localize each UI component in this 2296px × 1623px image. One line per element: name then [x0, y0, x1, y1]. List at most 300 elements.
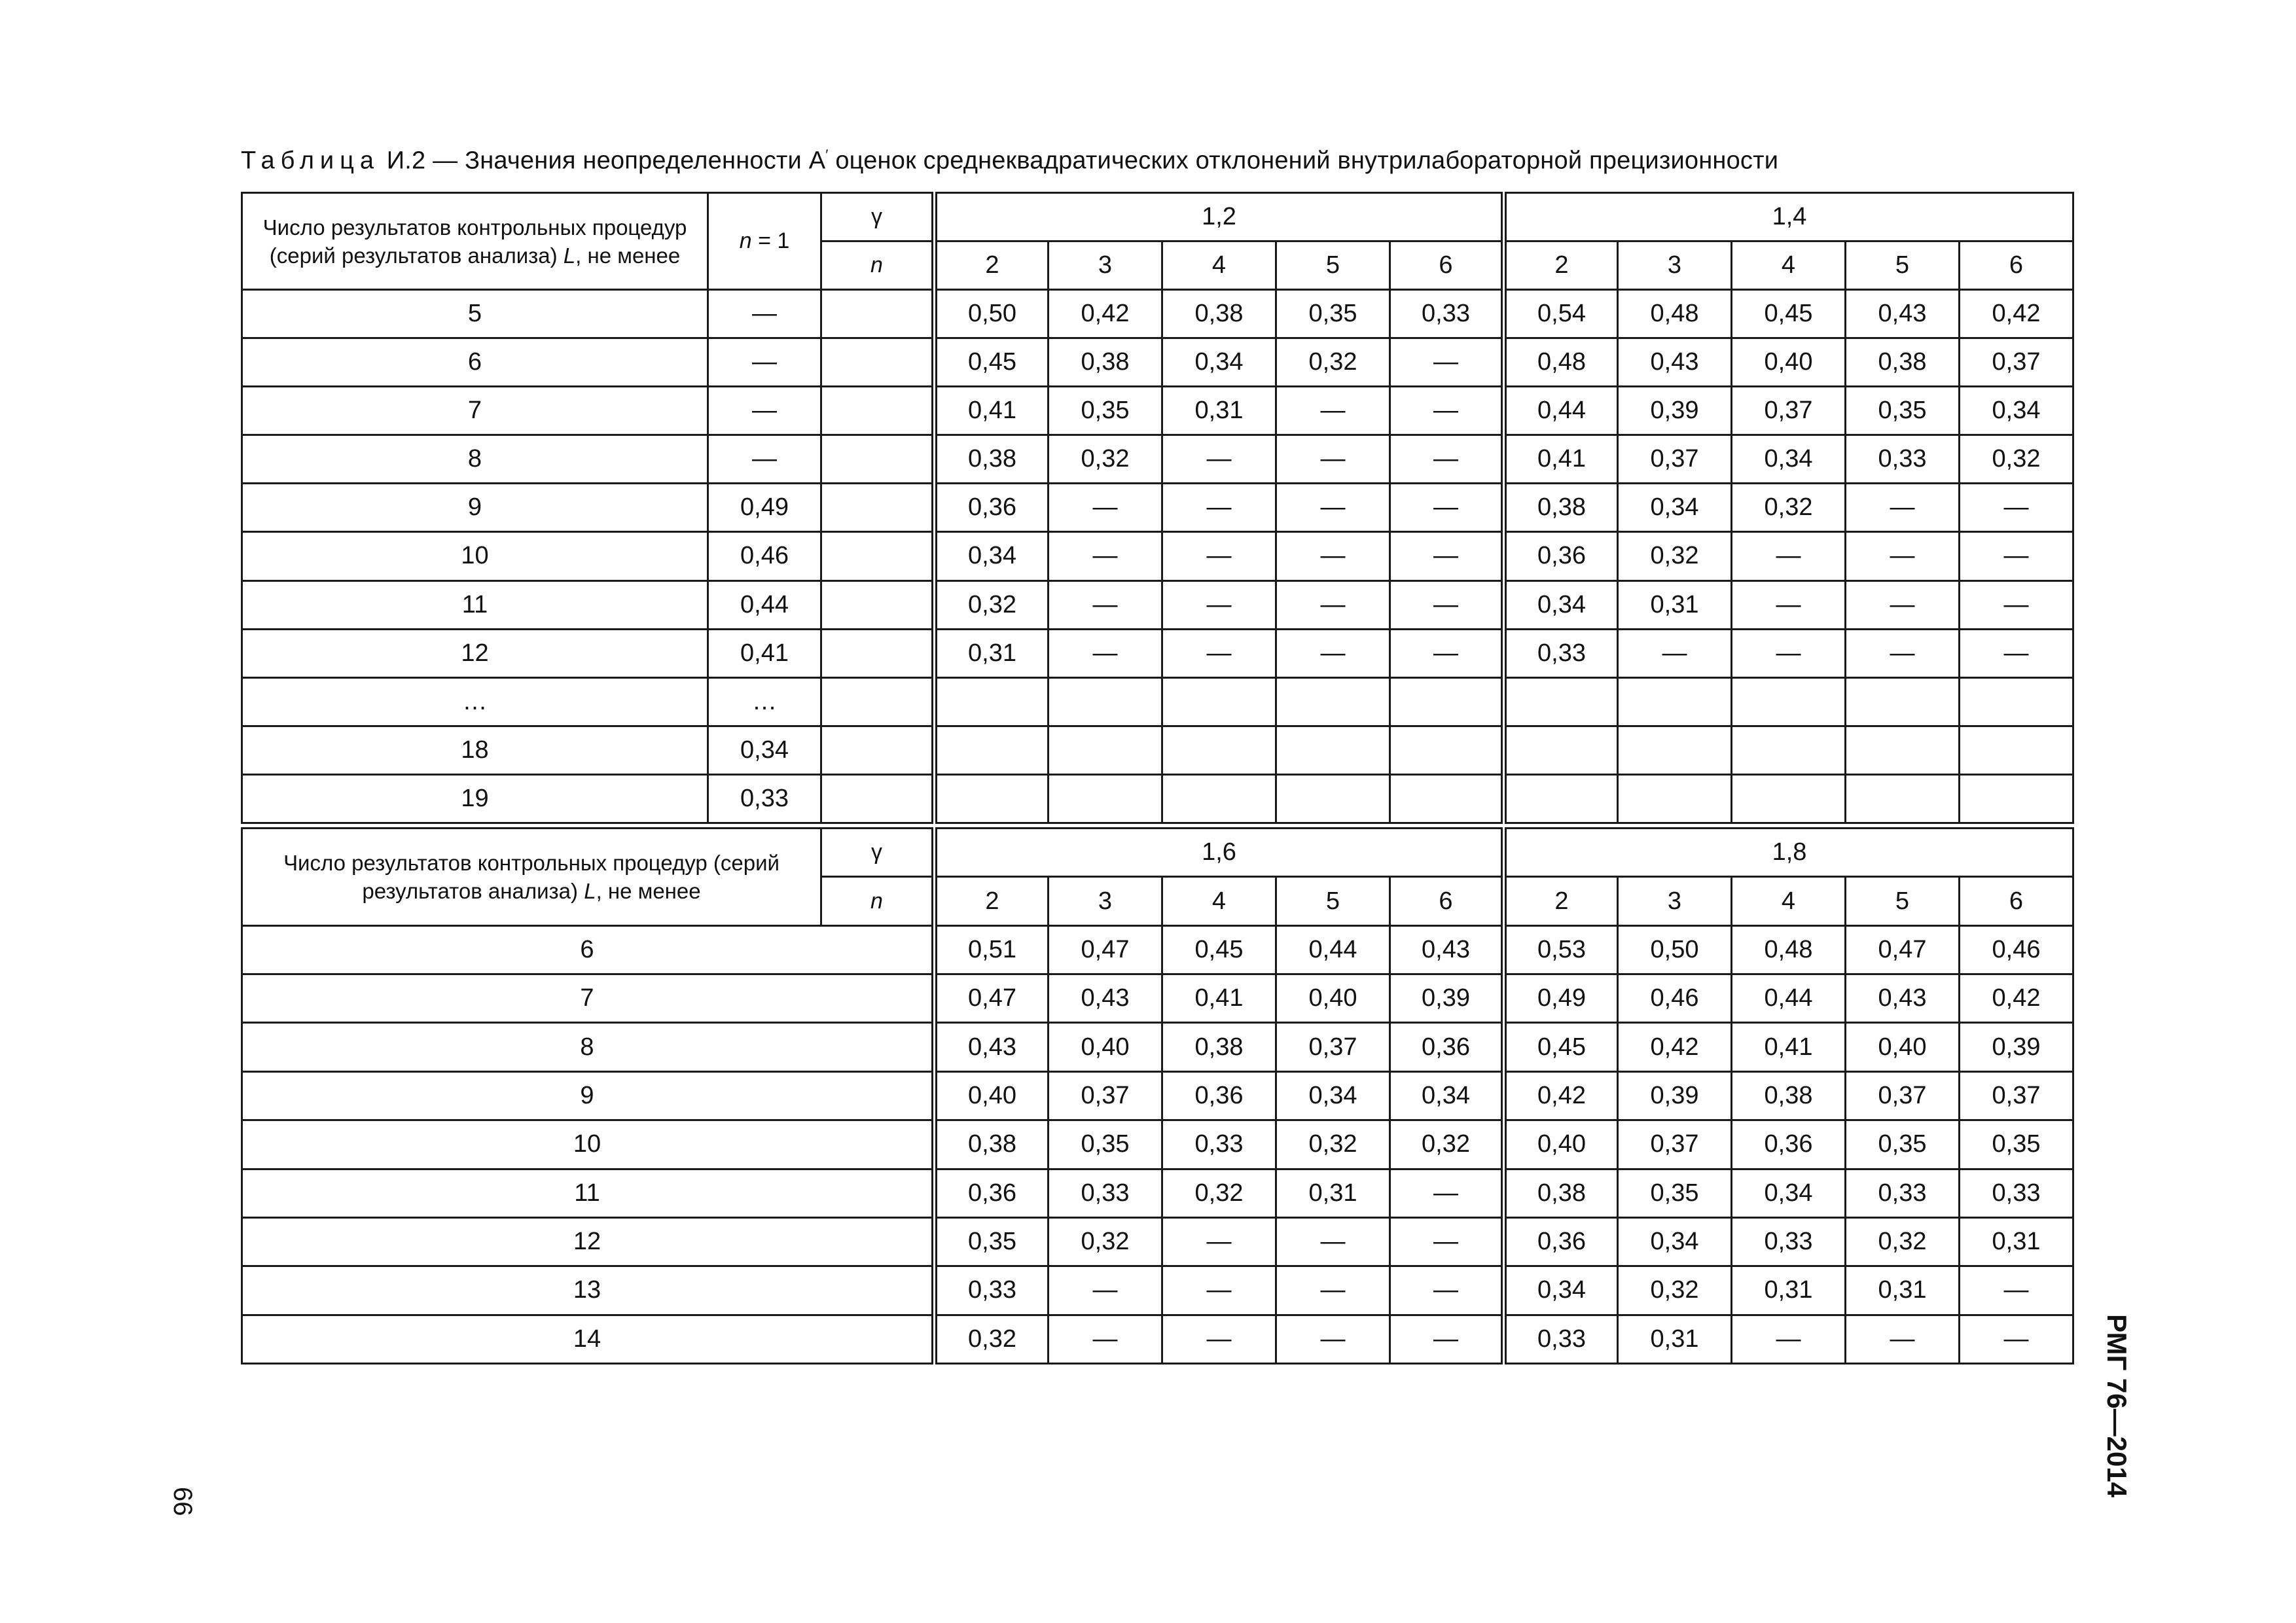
- value-cell: —: [1390, 532, 1504, 580]
- value-cell: —: [1049, 1266, 1162, 1315]
- value-cell: 0,43: [935, 1023, 1049, 1071]
- n-value: 3: [1618, 241, 1732, 290]
- value-cell: 0,32: [1162, 1169, 1276, 1217]
- count-cell: 8: [242, 1023, 935, 1071]
- n-value: 5: [1846, 241, 1960, 290]
- page-number: 66: [168, 1487, 197, 1516]
- n1-cell: 0,41: [708, 629, 821, 677]
- value-cell: 0,37: [1732, 387, 1846, 435]
- table-row: [242, 1266, 2073, 1315]
- value-cell: [1504, 726, 1618, 774]
- count-cell: 19: [242, 774, 708, 823]
- value-cell: [1049, 726, 1162, 774]
- value-cell: —: [1162, 532, 1276, 580]
- value-cell: [1049, 774, 1162, 823]
- value-cell: —: [1276, 435, 1390, 484]
- value-cell: [1732, 726, 1846, 774]
- caption-prime: ′: [825, 147, 829, 163]
- value-cell: 0,36: [935, 484, 1049, 532]
- value-cell: 0,45: [1504, 1023, 1618, 1071]
- value-cell: 0,37: [1618, 435, 1732, 484]
- count-cell: 14: [242, 1315, 935, 1363]
- value-cell: 0,33: [1504, 629, 1618, 677]
- value-cell: —: [1276, 629, 1390, 677]
- value-cell: 0,35: [1846, 387, 1960, 435]
- value-cell: —: [1846, 484, 1960, 532]
- value-cell: —: [1276, 1266, 1390, 1315]
- value-cell: 0,47: [935, 974, 1049, 1023]
- value-cell: —: [1960, 1315, 2073, 1363]
- value-cell: 0,35: [1049, 387, 1162, 435]
- value-cell: [1049, 677, 1162, 726]
- gamma-value: 1,4: [1504, 193, 2073, 241]
- value-cell: 0,32: [1276, 338, 1390, 387]
- value-cell: 0,40: [1732, 338, 1846, 387]
- value-cell: 0,45: [1162, 925, 1276, 974]
- empty-cell: [821, 726, 935, 774]
- table-row: [242, 1169, 2073, 1217]
- value-cell: 0,31: [1276, 1169, 1390, 1217]
- value-cell: [1618, 774, 1732, 823]
- running-head: РМГ 76—2014: [2102, 1314, 2132, 1498]
- value-cell: —: [1960, 580, 2073, 629]
- value-cell: 0,32: [1049, 1217, 1162, 1266]
- value-cell: 0,39: [1618, 1071, 1732, 1120]
- n-value: 6: [1390, 241, 1504, 290]
- value-cell: 0,51: [935, 925, 1049, 974]
- count-cell: 13: [242, 1266, 935, 1315]
- value-cell: —: [1390, 1266, 1504, 1315]
- value-cell: —: [1276, 387, 1390, 435]
- caption-number: И.2: [386, 147, 426, 175]
- count-cell: 6: [242, 925, 935, 974]
- value-cell: 0,38: [1504, 484, 1618, 532]
- value-cell: 0,32: [935, 1315, 1049, 1363]
- value-cell: —: [1390, 484, 1504, 532]
- value-cell: 0,49: [1504, 974, 1618, 1023]
- value-cell: [1618, 677, 1732, 726]
- n1-cell: 0,33: [708, 774, 821, 823]
- value-cell: 0,31: [1960, 1217, 2073, 1266]
- value-cell: —: [1390, 1217, 1504, 1266]
- n1-cell: 0,44: [708, 580, 821, 629]
- value-cell: [1846, 677, 1960, 726]
- value-cell: 0,46: [1618, 974, 1732, 1023]
- n1-cell: 0,46: [708, 532, 821, 580]
- value-cell: 0,41: [1162, 974, 1276, 1023]
- table-row: [242, 435, 2073, 484]
- value-cell: 0,42: [1049, 290, 1162, 338]
- value-cell: 0,54: [1504, 290, 1618, 338]
- value-cell: 0,37: [1846, 1071, 1960, 1120]
- gamma-value: 1,2: [935, 193, 1504, 241]
- value-cell: 0,33: [935, 1266, 1049, 1315]
- value-cell: 0,34: [1504, 1266, 1618, 1315]
- empty-cell: [821, 677, 935, 726]
- value-cell: [1732, 677, 1846, 726]
- count-cell: 18: [242, 726, 708, 774]
- value-cell: 0,34: [1390, 1071, 1504, 1120]
- value-cell: —: [1846, 580, 1960, 629]
- value-cell: 0,48: [1504, 338, 1618, 387]
- empty-cell: [821, 387, 935, 435]
- value-cell: —: [1618, 629, 1732, 677]
- value-cell: 0,34: [1618, 1217, 1732, 1266]
- gamma-value: 1,6: [935, 829, 1504, 877]
- value-cell: [935, 774, 1049, 823]
- value-cell: 0,36: [1504, 1217, 1618, 1266]
- value-cell: 0,37: [1960, 338, 2073, 387]
- table-row: [242, 774, 2073, 823]
- table-row: [242, 1217, 2073, 1266]
- value-cell: 0,37: [1960, 1071, 2073, 1120]
- value-cell: [1618, 726, 1732, 774]
- n-value: 2: [935, 241, 1049, 290]
- table-row: [242, 629, 2073, 677]
- value-cell: 0,37: [1049, 1071, 1162, 1120]
- value-cell: 0,32: [1618, 532, 1732, 580]
- empty-cell: [821, 484, 935, 532]
- value-cell: 0,34: [1960, 387, 2073, 435]
- value-cell: —: [1960, 532, 2073, 580]
- value-cell: 0,33: [1960, 1169, 2073, 1217]
- value-cell: 0,41: [1504, 435, 1618, 484]
- value-cell: 0,36: [935, 1169, 1049, 1217]
- table-row: [242, 532, 2073, 580]
- count-cell: 11: [242, 1169, 935, 1217]
- value-cell: 0,35: [1618, 1169, 1732, 1217]
- empty-cell: [821, 629, 935, 677]
- value-cell: —: [1276, 580, 1390, 629]
- value-cell: —: [1732, 1315, 1846, 1363]
- value-cell: 0,48: [1618, 290, 1732, 338]
- value-cell: 0,44: [1276, 925, 1390, 974]
- empty-cell: [821, 338, 935, 387]
- value-cell: 0,33: [1846, 435, 1960, 484]
- value-cell: 0,47: [1049, 925, 1162, 974]
- n-value: 5: [1276, 241, 1390, 290]
- value-cell: [1390, 726, 1504, 774]
- value-cell: 0,38: [1504, 1169, 1618, 1217]
- table-row: [242, 677, 2073, 726]
- value-cell: —: [1846, 629, 1960, 677]
- value-cell: 0,31: [1846, 1266, 1960, 1315]
- value-cell: —: [1846, 1315, 1960, 1363]
- table-row: [242, 1315, 2073, 1363]
- value-cell: [1162, 726, 1276, 774]
- value-cell: 0,42: [1504, 1071, 1618, 1120]
- table-gamma-1-6-1-8: [241, 827, 2074, 1364]
- n1-cell: 0,49: [708, 484, 821, 532]
- table-row: [242, 1120, 2073, 1169]
- value-cell: [935, 677, 1049, 726]
- value-cell: —: [1390, 629, 1504, 677]
- empty-cell: [821, 774, 935, 823]
- value-cell: —: [1390, 387, 1504, 435]
- n-value: 4: [1162, 877, 1276, 925]
- n1-header: n = 1: [708, 193, 821, 290]
- table-caption: [241, 147, 1778, 175]
- n-value: 4: [1732, 241, 1846, 290]
- value-cell: 0,34: [1618, 484, 1732, 532]
- value-cell: —: [1162, 1266, 1276, 1315]
- value-cell: [935, 726, 1049, 774]
- count-cell: 12: [242, 629, 708, 677]
- value-cell: 0,38: [1049, 338, 1162, 387]
- table-gamma-1-2-1-4: [241, 192, 2074, 824]
- n-value: 2: [1504, 241, 1618, 290]
- caption-text-after: оценок среднеквадратических отклонений внутрилабораторной прецизионности: [828, 147, 1779, 175]
- table-row: [242, 726, 2073, 774]
- value-cell: —: [1732, 532, 1846, 580]
- value-cell: —: [1960, 1266, 2073, 1315]
- empty-cell: [821, 580, 935, 629]
- value-cell: 0,34: [1732, 435, 1846, 484]
- value-cell: 0,48: [1732, 925, 1846, 974]
- value-cell: 0,35: [935, 1217, 1049, 1266]
- value-cell: 0,42: [1960, 290, 2073, 338]
- count-cell: 9: [242, 484, 708, 532]
- value-cell: 0,35: [1846, 1120, 1960, 1169]
- value-cell: 0,38: [1162, 290, 1276, 338]
- gamma-label: γ: [821, 829, 935, 877]
- value-cell: 0,43: [1846, 290, 1960, 338]
- value-cell: —: [1162, 484, 1276, 532]
- value-cell: 0,36: [1504, 532, 1618, 580]
- value-cell: 0,35: [1276, 290, 1390, 338]
- value-cell: [1162, 774, 1276, 823]
- value-cell: 0,34: [1162, 338, 1276, 387]
- value-cell: 0,32: [935, 580, 1049, 629]
- value-cell: [1276, 677, 1390, 726]
- caption-prefix: Таблица: [241, 147, 380, 175]
- n-value: 2: [1504, 877, 1618, 925]
- value-cell: 0,39: [1618, 387, 1732, 435]
- value-cell: 0,40: [935, 1071, 1049, 1120]
- count-cell: 9: [242, 1071, 935, 1120]
- value-cell: 0,47: [1846, 925, 1960, 974]
- count-header: Число результатов контрольных процедур (серий результатов анализа) L, не менее: [242, 193, 708, 290]
- table2-header-row-gamma: [242, 829, 2073, 877]
- value-cell: —: [1162, 629, 1276, 677]
- count-cell: 10: [242, 1120, 935, 1169]
- table-row: [242, 925, 2073, 974]
- gamma-label: γ: [821, 193, 935, 241]
- value-cell: 0,35: [1960, 1120, 2073, 1169]
- value-cell: 0,36: [1732, 1120, 1846, 1169]
- value-cell: [1162, 677, 1276, 726]
- value-cell: —: [1049, 484, 1162, 532]
- value-cell: 0,33: [1049, 1169, 1162, 1217]
- count-header: Число результатов контрольных процедур (серий результатов анализа) L, не менее: [242, 829, 821, 926]
- value-cell: 0,32: [1049, 435, 1162, 484]
- n-label: n: [821, 241, 935, 290]
- value-cell: [1960, 677, 2073, 726]
- count-cell: 12: [242, 1217, 935, 1266]
- empty-cell: [821, 532, 935, 580]
- value-cell: —: [1162, 580, 1276, 629]
- value-cell: 0,36: [1162, 1071, 1276, 1120]
- count-cell: 8: [242, 435, 708, 484]
- count-cell: 7: [242, 974, 935, 1023]
- value-cell: —: [1276, 1217, 1390, 1266]
- table2-body: [242, 829, 2073, 1364]
- n-value: 5: [1846, 877, 1960, 925]
- value-cell: 0,53: [1504, 925, 1618, 974]
- value-cell: —: [1049, 532, 1162, 580]
- value-cell: 0,37: [1276, 1023, 1390, 1071]
- value-cell: —: [1390, 338, 1504, 387]
- value-cell: —: [1276, 532, 1390, 580]
- n-value: 3: [1049, 877, 1162, 925]
- value-cell: —: [1162, 435, 1276, 484]
- table-row: [242, 1071, 2073, 1120]
- count-cell: …: [242, 677, 708, 726]
- value-cell: —: [1390, 580, 1504, 629]
- value-cell: 0,46: [1960, 925, 2073, 974]
- value-cell: —: [1162, 1315, 1276, 1363]
- value-cell: [1390, 677, 1504, 726]
- n-value: 3: [1618, 877, 1732, 925]
- table1-body: [242, 193, 2073, 823]
- value-cell: 0,34: [1276, 1071, 1390, 1120]
- value-cell: —: [1276, 484, 1390, 532]
- value-cell: [1276, 774, 1390, 823]
- value-cell: —: [1960, 629, 2073, 677]
- n-value: 4: [1732, 877, 1846, 925]
- value-cell: 0,43: [1390, 925, 1504, 974]
- n1-cell: —: [708, 387, 821, 435]
- value-cell: 0,33: [1162, 1120, 1276, 1169]
- value-cell: 0,40: [1846, 1023, 1960, 1071]
- value-cell: [1276, 726, 1390, 774]
- value-cell: 0,40: [1504, 1120, 1618, 1169]
- value-cell: 0,38: [1846, 338, 1960, 387]
- value-cell: 0,31: [1618, 580, 1732, 629]
- count-cell: 11: [242, 580, 708, 629]
- value-cell: 0,38: [935, 1120, 1049, 1169]
- value-cell: 0,34: [935, 532, 1049, 580]
- n-label: n: [821, 877, 935, 925]
- value-cell: —: [1732, 629, 1846, 677]
- value-cell: 0,33: [1504, 1315, 1618, 1363]
- value-cell: 0,39: [1960, 1023, 2073, 1071]
- value-cell: [1504, 677, 1618, 726]
- value-cell: 0,44: [1732, 974, 1846, 1023]
- count-cell: 7: [242, 387, 708, 435]
- value-cell: [1960, 774, 2073, 823]
- value-cell: —: [1960, 484, 2073, 532]
- n1-cell: —: [708, 435, 821, 484]
- empty-cell: [821, 290, 935, 338]
- empty-cell: [821, 435, 935, 484]
- value-cell: —: [1390, 435, 1504, 484]
- value-cell: 0,31: [1732, 1266, 1846, 1315]
- value-cell: [1846, 726, 1960, 774]
- n1-cell: 0,34: [708, 726, 821, 774]
- value-cell: 0,33: [1732, 1217, 1846, 1266]
- value-cell: 0,43: [1618, 338, 1732, 387]
- value-cell: [1960, 726, 2073, 774]
- table-row: [242, 387, 2073, 435]
- value-cell: 0,50: [935, 290, 1049, 338]
- value-cell: 0,34: [1732, 1169, 1846, 1217]
- value-cell: 0,38: [935, 435, 1049, 484]
- table-row: [242, 974, 2073, 1023]
- value-cell: 0,32: [1618, 1266, 1732, 1315]
- n1-cell: …: [708, 677, 821, 726]
- value-cell: 0,38: [1732, 1071, 1846, 1120]
- caption-text-before: — Значения неопределенности A: [425, 147, 826, 175]
- n-value: 6: [1390, 877, 1504, 925]
- value-cell: —: [1049, 1315, 1162, 1363]
- value-cell: 0,40: [1276, 974, 1390, 1023]
- count-cell: 5: [242, 290, 708, 338]
- n1-cell: —: [708, 338, 821, 387]
- value-cell: —: [1276, 1315, 1390, 1363]
- value-cell: 0,43: [1049, 974, 1162, 1023]
- table-row: [242, 484, 2073, 532]
- value-cell: 0,31: [1162, 387, 1276, 435]
- value-cell: 0,32: [1732, 484, 1846, 532]
- value-cell: —: [1049, 629, 1162, 677]
- value-cell: 0,31: [935, 629, 1049, 677]
- n-value: 5: [1276, 877, 1390, 925]
- value-cell: 0,42: [1618, 1023, 1732, 1071]
- n-value: 3: [1049, 241, 1162, 290]
- value-cell: 0,38: [1162, 1023, 1276, 1071]
- count-cell: 6: [242, 338, 708, 387]
- value-cell: 0,41: [1732, 1023, 1846, 1071]
- n1-cell: —: [708, 290, 821, 338]
- table-row: [242, 338, 2073, 387]
- table1-header-row-gamma: [242, 193, 2073, 241]
- value-cell: 0,45: [935, 338, 1049, 387]
- value-cell: —: [1049, 580, 1162, 629]
- value-cell: 0,32: [1960, 435, 2073, 484]
- table-row: [242, 290, 2073, 338]
- value-cell: 0,32: [1276, 1120, 1390, 1169]
- value-cell: [1390, 774, 1504, 823]
- value-cell: —: [1390, 1315, 1504, 1363]
- table-row: [242, 580, 2073, 629]
- value-cell: 0,45: [1732, 290, 1846, 338]
- value-cell: 0,32: [1390, 1120, 1504, 1169]
- value-cell: 0,41: [935, 387, 1049, 435]
- value-cell: 0,32: [1846, 1217, 1960, 1266]
- value-cell: 0,44: [1504, 387, 1618, 435]
- value-cell: —: [1846, 532, 1960, 580]
- value-cell: —: [1162, 1217, 1276, 1266]
- value-cell: 0,50: [1618, 925, 1732, 974]
- value-cell: 0,37: [1618, 1120, 1732, 1169]
- value-cell: 0,31: [1618, 1315, 1732, 1363]
- n-value: 2: [935, 877, 1049, 925]
- value-cell: 0,34: [1504, 580, 1618, 629]
- value-cell: 0,36: [1390, 1023, 1504, 1071]
- n-value: 6: [1960, 241, 2073, 290]
- value-cell: 0,42: [1960, 974, 2073, 1023]
- value-cell: 0,33: [1390, 290, 1504, 338]
- value-cell: —: [1732, 580, 1846, 629]
- n-value: 4: [1162, 241, 1276, 290]
- value-cell: 0,33: [1846, 1169, 1960, 1217]
- table-row: [242, 1023, 2073, 1071]
- value-cell: 0,39: [1390, 974, 1504, 1023]
- value-cell: 0,35: [1049, 1120, 1162, 1169]
- value-cell: [1504, 774, 1618, 823]
- value-cell: 0,43: [1846, 974, 1960, 1023]
